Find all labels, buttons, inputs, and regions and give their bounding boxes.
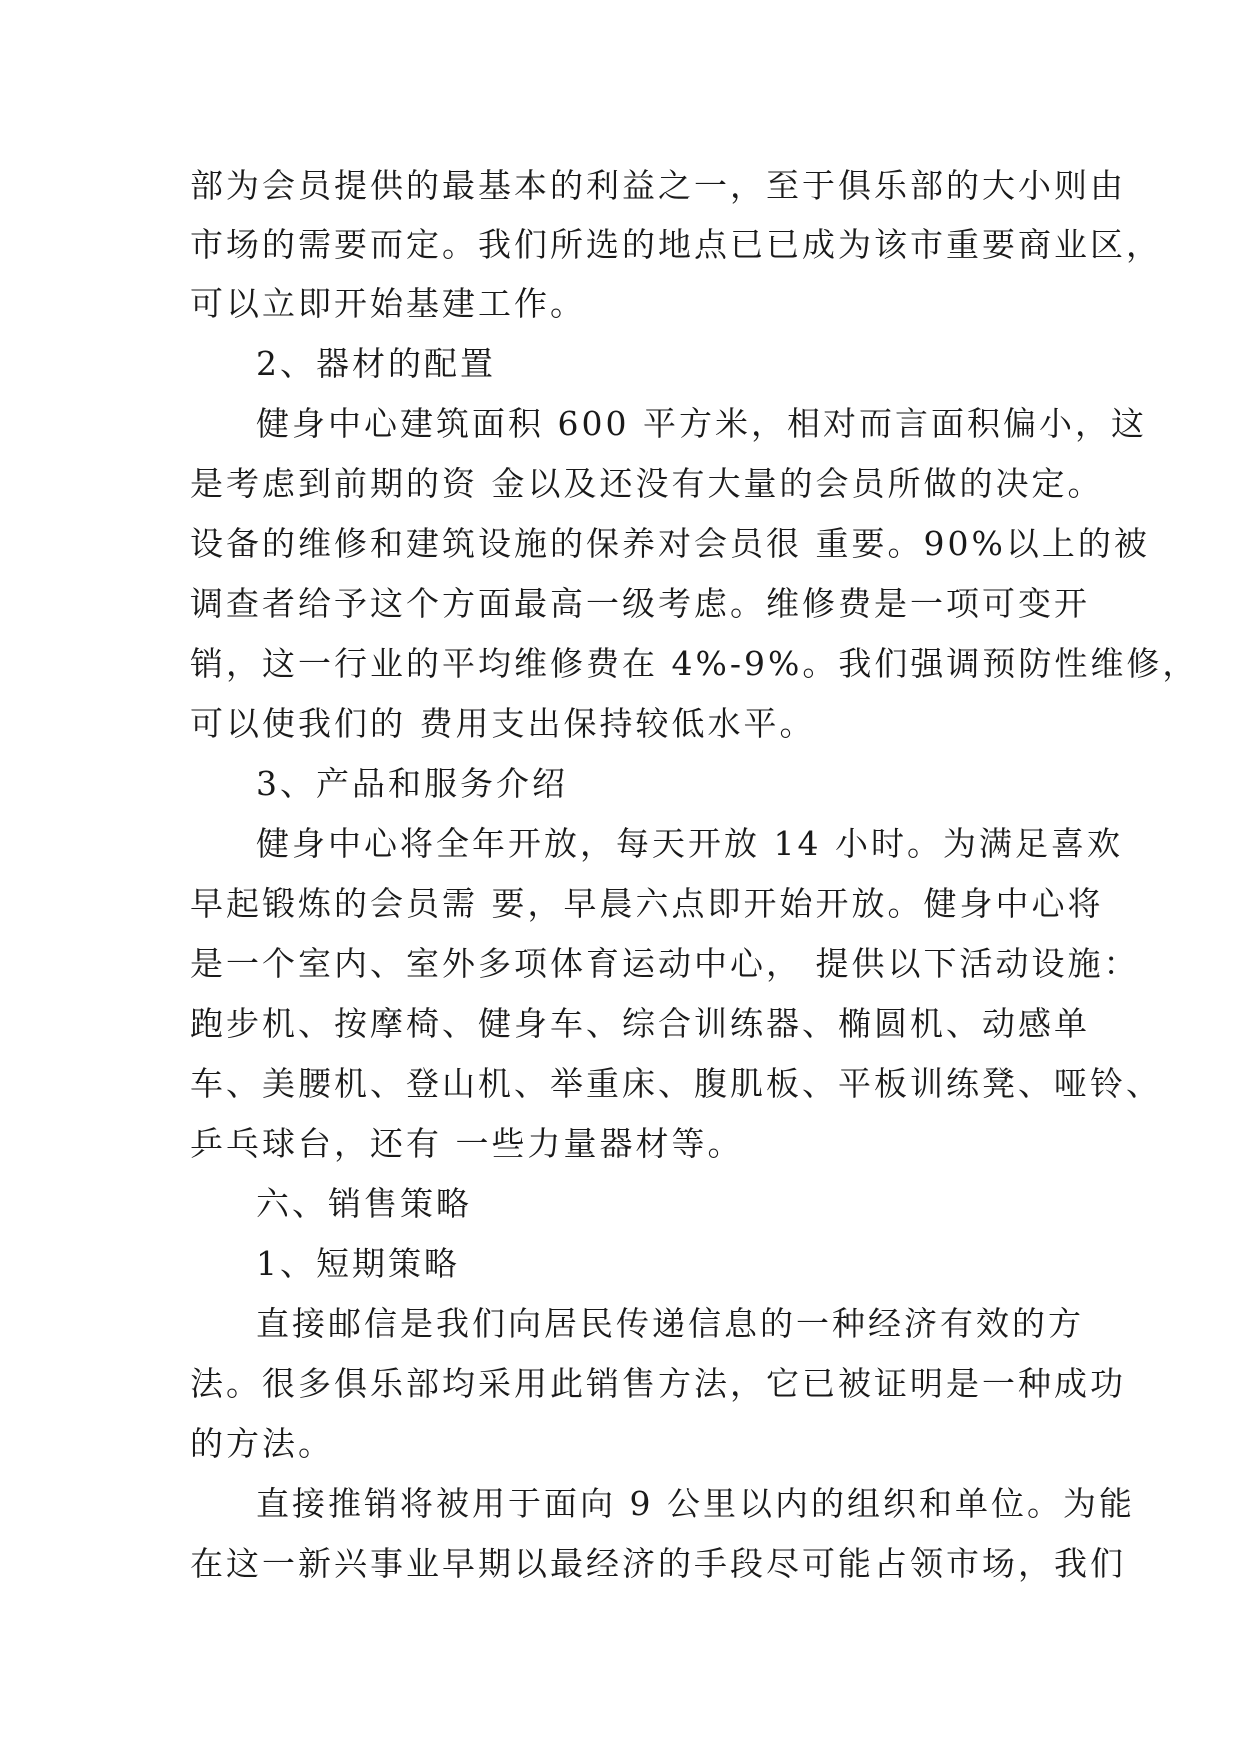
text-line: 直接邮信是我们向居民传递信息的一种经济有效的方	[256, 1304, 1084, 1343]
section-heading: 六、销售策略	[256, 1184, 472, 1223]
text-line: 健身中心建筑面积 600 平方米，相对而言面积偏小，这	[256, 404, 1147, 443]
text-line: 可以使我们的 费用支出保持较低水平。	[190, 704, 816, 743]
text-line: 法。很多俱乐部均采用此销售方法，它已被证明是一种成功	[190, 1364, 1126, 1403]
section-heading: 1、短期策略	[256, 1244, 460, 1283]
text-line: 部为会员提供的最基本的利益之一，至于俱乐部的大小则由	[190, 166, 1126, 205]
text-line: 是一个室内、室外多项体育运动中心， 提供以下活动设施：	[190, 944, 1140, 983]
text-line: 车、美腰机、登山机、举重床、腹肌板、平板训练凳、哑铃、	[190, 1064, 1162, 1103]
section-heading: 3、产品和服务介绍	[256, 764, 568, 803]
text-line: 早起锻炼的会员需 要，早晨六点即开始开放。健身中心将	[190, 884, 1104, 923]
text-line: 乒乓球台，还有 一些力量器材等。	[190, 1124, 744, 1163]
text-line: 设备的维修和建筑设施的保养对会员很 重要。90%以上的被	[190, 524, 1150, 563]
section-heading: 2、器材的配置	[256, 344, 496, 383]
text-line: 可以立即开始基建工作。	[190, 284, 586, 323]
text-line: 调查者给予这个方面最高一级考虑。维修费是一项可变开	[190, 584, 1090, 623]
text-line: 是考虑到前期的资 金以及还没有大量的会员所做的决定。	[190, 464, 1104, 503]
text-line: 跑步机、按摩椅、健身车、综合训练器、椭圆机、动感单	[190, 1004, 1090, 1043]
text-line: 在这一新兴事业早期以最经济的手段尽可能占领市场，我们	[190, 1544, 1126, 1583]
text-line: 健身中心将全年开放，每天开放 14 小时。为满足喜欢	[256, 824, 1123, 863]
text-line: 销，这一行业的平均维修费在 4%-9%。我们强调预防性维修，	[190, 644, 1199, 683]
text-line: 的方法。	[190, 1424, 334, 1463]
text-line: 直接推销将被用于面向 9 公里以内的组织和单位。为能	[256, 1484, 1135, 1523]
text-line: 市场的需要而定。我们所选的地点已已成为该市重要商业区，	[190, 225, 1162, 264]
